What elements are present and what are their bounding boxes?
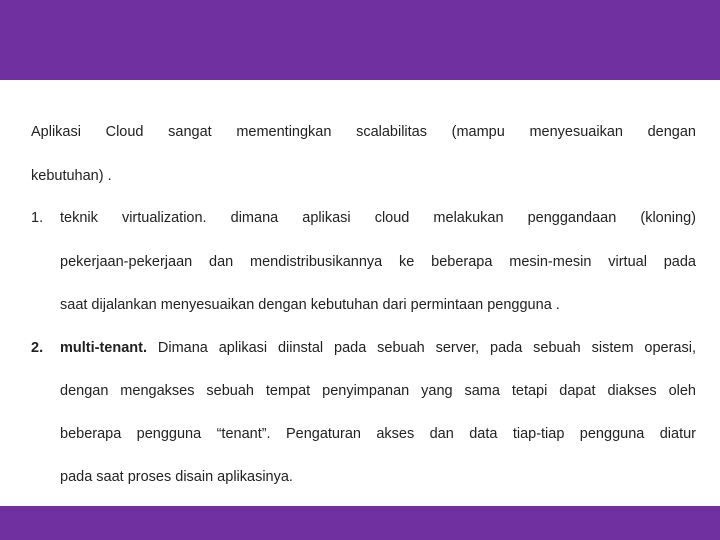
list-item-1-lead: teknik: [60, 210, 122, 226]
list-item-1-first-line: [60, 208, 696, 228]
list-item-1-line-3: saat dijalankan menyesuaikan dengan kebutuhan dari permintaan pengguna .: [60, 297, 560, 313]
list-item-2-line-3: beberapa pengguna “tenant”. Pengaturan akses dan data tiap-tiap pengguna diatur: [60, 426, 696, 442]
list-item-1-line-2: pekerjaan-pekerjaan dan mendistribusikannya ke beberapa mesin-mesin virtual pada: [60, 254, 696, 270]
list-item-2-number: 2.: [31, 340, 44, 356]
list-item-2-line-4: pada saat proses disain aplikasinya.: [60, 469, 293, 485]
footer-bar: [0, 506, 720, 540]
list-item-1-term: virtualization.: [121, 210, 207, 226]
intro-line-1: Aplikasi Cloud sangat mementingkan scalabilitas (mampu menyesuaikan dengan: [31, 124, 696, 140]
list-item-2-text: Dimana aplikasi diinstal pada sebuah server, pada sebuah sistem operasi,: [147, 340, 696, 356]
header-bar: [0, 0, 720, 80]
list-item-1-number: 1.: [31, 210, 44, 226]
list-item-1-text: dimana aplikasi cloud melakukan penggandaan (kloning): [206, 210, 696, 226]
intro-line-2: kebutuhan) .: [31, 168, 112, 184]
list-item-2-first-line: [60, 338, 696, 358]
list-item-2-line-2: dengan mengakses sebuah tempat penyimpanan yang sama tetapi dapat diakses oleh: [60, 383, 696, 399]
list-item-2-term: multi-tenant.: [60, 340, 147, 356]
